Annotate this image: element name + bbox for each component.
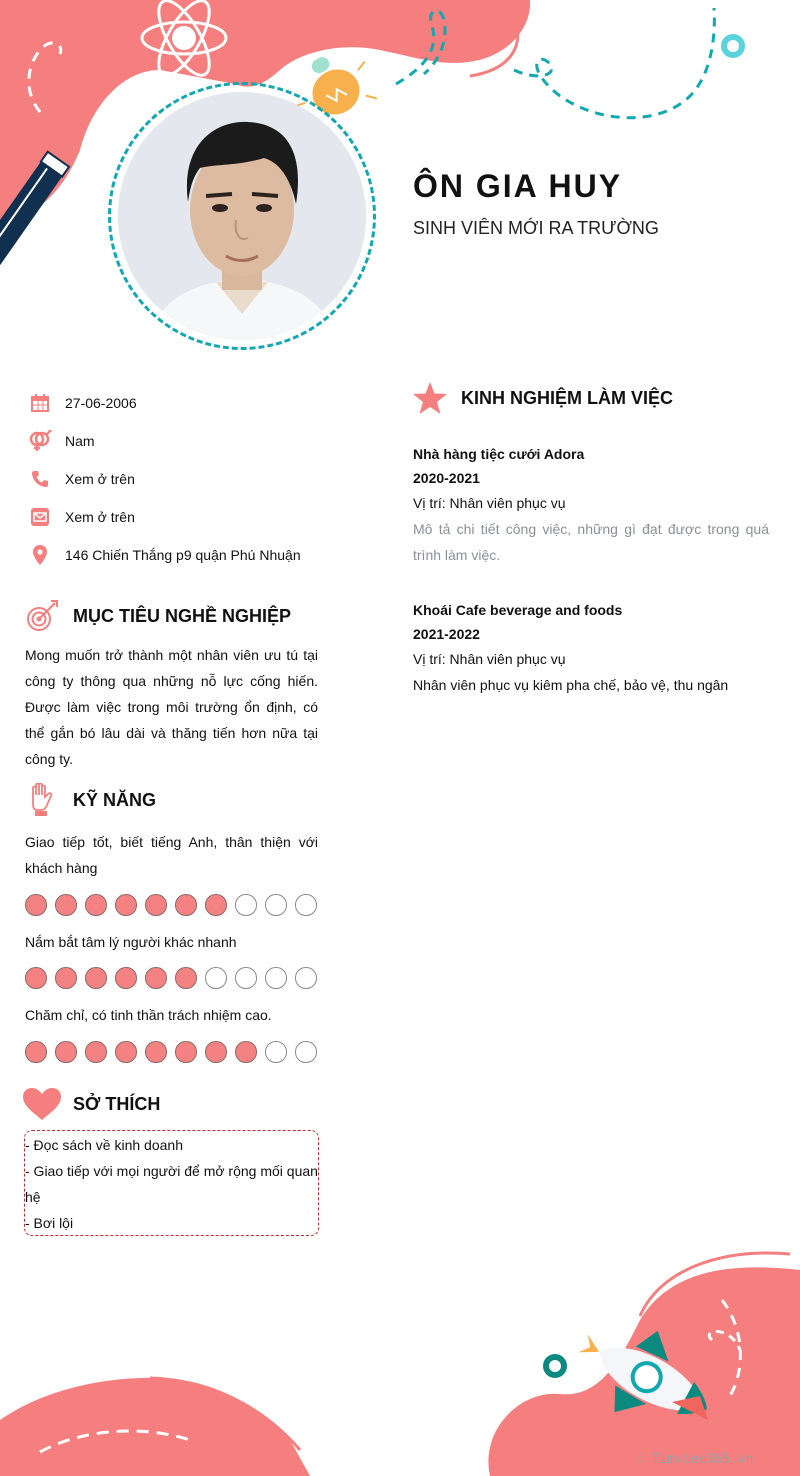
address-value: 146 Chiến Thắng p9 quận Phú Nhuận: [65, 547, 301, 563]
ring-icon: [724, 37, 742, 55]
skill-name: Giao tiếp tốt, biết tiếng Anh, thân thiện với khách hàng: [25, 834, 318, 876]
hobbies-heading: [22, 1084, 160, 1124]
contact-address: [28, 536, 358, 574]
rating-dot-filled: [55, 894, 77, 916]
objective-text: Mong muốn trở thành một nhân viên ưu tú tại công ty thông qua những nỗ lực cống hiến. Được làm việc trong môi trường ổn định, có thể gắn bó lâu dài và thăng tiến hơn nữa tại công ty.: [25, 647, 318, 767]
rating-dot-filled: [85, 1041, 107, 1063]
job-position: Vị trí: Nhân viên phục vụ: [413, 651, 566, 667]
rating-dot-filled: [145, 967, 167, 989]
birthday-value: 27-06-2006: [65, 395, 137, 411]
location-pin-icon: [28, 543, 52, 567]
hobbies-list: [24, 1130, 319, 1236]
company-name: Khoái Cafe beverage and foods: [413, 602, 623, 618]
contact-email: [28, 498, 358, 536]
gender-icon: [28, 429, 52, 453]
watermark: ∴ Timviec365.vn: [636, 1452, 754, 1467]
rating-dot-filled: [85, 894, 107, 916]
rating-dot-filled: [25, 1041, 47, 1063]
skill-rating: [25, 894, 317, 916]
hobby-item: - Bơi lội: [25, 1215, 74, 1231]
email-icon: [28, 505, 52, 529]
candidate-name: ÔN GIA HUY: [413, 168, 623, 204]
rating-dot-empty: [295, 967, 317, 989]
contact-phone: [28, 460, 358, 498]
rating-dot-filled: [175, 1041, 197, 1063]
teal-dashed-curve-2: [514, 8, 714, 118]
heart-icon: [22, 1084, 62, 1124]
avatar: [118, 92, 366, 340]
skill-rating: [25, 967, 317, 989]
rating-dot-filled: [55, 1041, 77, 1063]
rating-dot-empty: [295, 1041, 317, 1063]
experience-title: KINH NGHIỆM LÀM VIỆC: [461, 387, 674, 408]
contact-gender: [28, 422, 358, 460]
bottom-left-blob: [0, 1378, 310, 1476]
rating-dot-filled: [25, 894, 47, 916]
contact-list: [28, 384, 358, 574]
experience-item: [413, 598, 769, 698]
rating-dot-filled: [145, 894, 167, 916]
rating-dot-filled: [115, 1041, 137, 1063]
job-position: Vị trí: Nhân viên phục vụ: [413, 495, 566, 511]
candidate-role: SINH VIÊN MỚI RA TRƯỜNG: [413, 218, 659, 238]
work-period: 2021-2022: [413, 626, 480, 642]
phone-icon: [28, 467, 52, 491]
experience-heading: [412, 378, 673, 418]
rating-dot-filled: [55, 967, 77, 989]
job-description: Mô tả chi tiết công việc, những gì đạt được trong quá trình làm việc.: [413, 521, 769, 563]
rating-dot-filled: [175, 894, 197, 916]
rating-dot-empty: [265, 1041, 287, 1063]
skills-heading: [22, 780, 156, 820]
hobby-item: - Đọc sách về kinh doanh: [25, 1137, 183, 1153]
rating-dot-filled: [25, 967, 47, 989]
skill-name: Chăm chỉ, có tinh thần trách nhiệm cao.: [25, 1007, 272, 1023]
skills-title: KỸ NĂNG: [73, 789, 157, 810]
hobby-item: - Giao tiếp với mọi người để mở rộng mối quan hệ: [25, 1163, 318, 1205]
hand-icon: [22, 780, 62, 820]
target-icon: [22, 596, 62, 636]
rating-dot-empty: [235, 967, 257, 989]
rating-dot-empty: [235, 894, 257, 916]
rating-dot-empty: [295, 894, 317, 916]
ring-icon-2: [546, 1357, 564, 1375]
rating-dot-filled: [235, 1041, 257, 1063]
rating-dot-filled: [205, 894, 227, 916]
skill-rating: [25, 1041, 317, 1063]
work-period: 2020-2021: [413, 470, 480, 486]
rating-dot-filled: [175, 967, 197, 989]
star-icon: [412, 378, 448, 418]
hobbies-title: SỞ THÍCH: [73, 1093, 161, 1114]
phone-value: Xem ở trên: [65, 471, 135, 487]
skill-name: Nắm bắt tâm lý người khác nhanh: [25, 934, 237, 950]
objective-title: MỤC TIÊU NGHỀ NGHIỆP: [73, 605, 292, 626]
company-name: Nhà hàng tiệc cưới Adora: [413, 446, 585, 462]
rating-dot-filled: [145, 1041, 167, 1063]
contact-birthday: [28, 384, 358, 422]
rating-dot-filled: [115, 894, 137, 916]
rating-dot-empty: [205, 967, 227, 989]
rating-dot-filled: [115, 967, 137, 989]
job-description: Nhân viên phục vụ kiêm pha chế, bảo vệ, thu ngân: [413, 677, 729, 693]
rating-dot-empty: [265, 894, 287, 916]
objective-heading: [22, 596, 291, 636]
experience-item: [413, 442, 769, 568]
rating-dot-empty: [265, 967, 287, 989]
rating-dot-filled: [85, 967, 107, 989]
calendar-icon: [28, 391, 52, 415]
gender-value: Nam: [65, 433, 95, 449]
email-value: Xem ở trên: [65, 509, 135, 525]
rating-dot-filled: [205, 1041, 227, 1063]
